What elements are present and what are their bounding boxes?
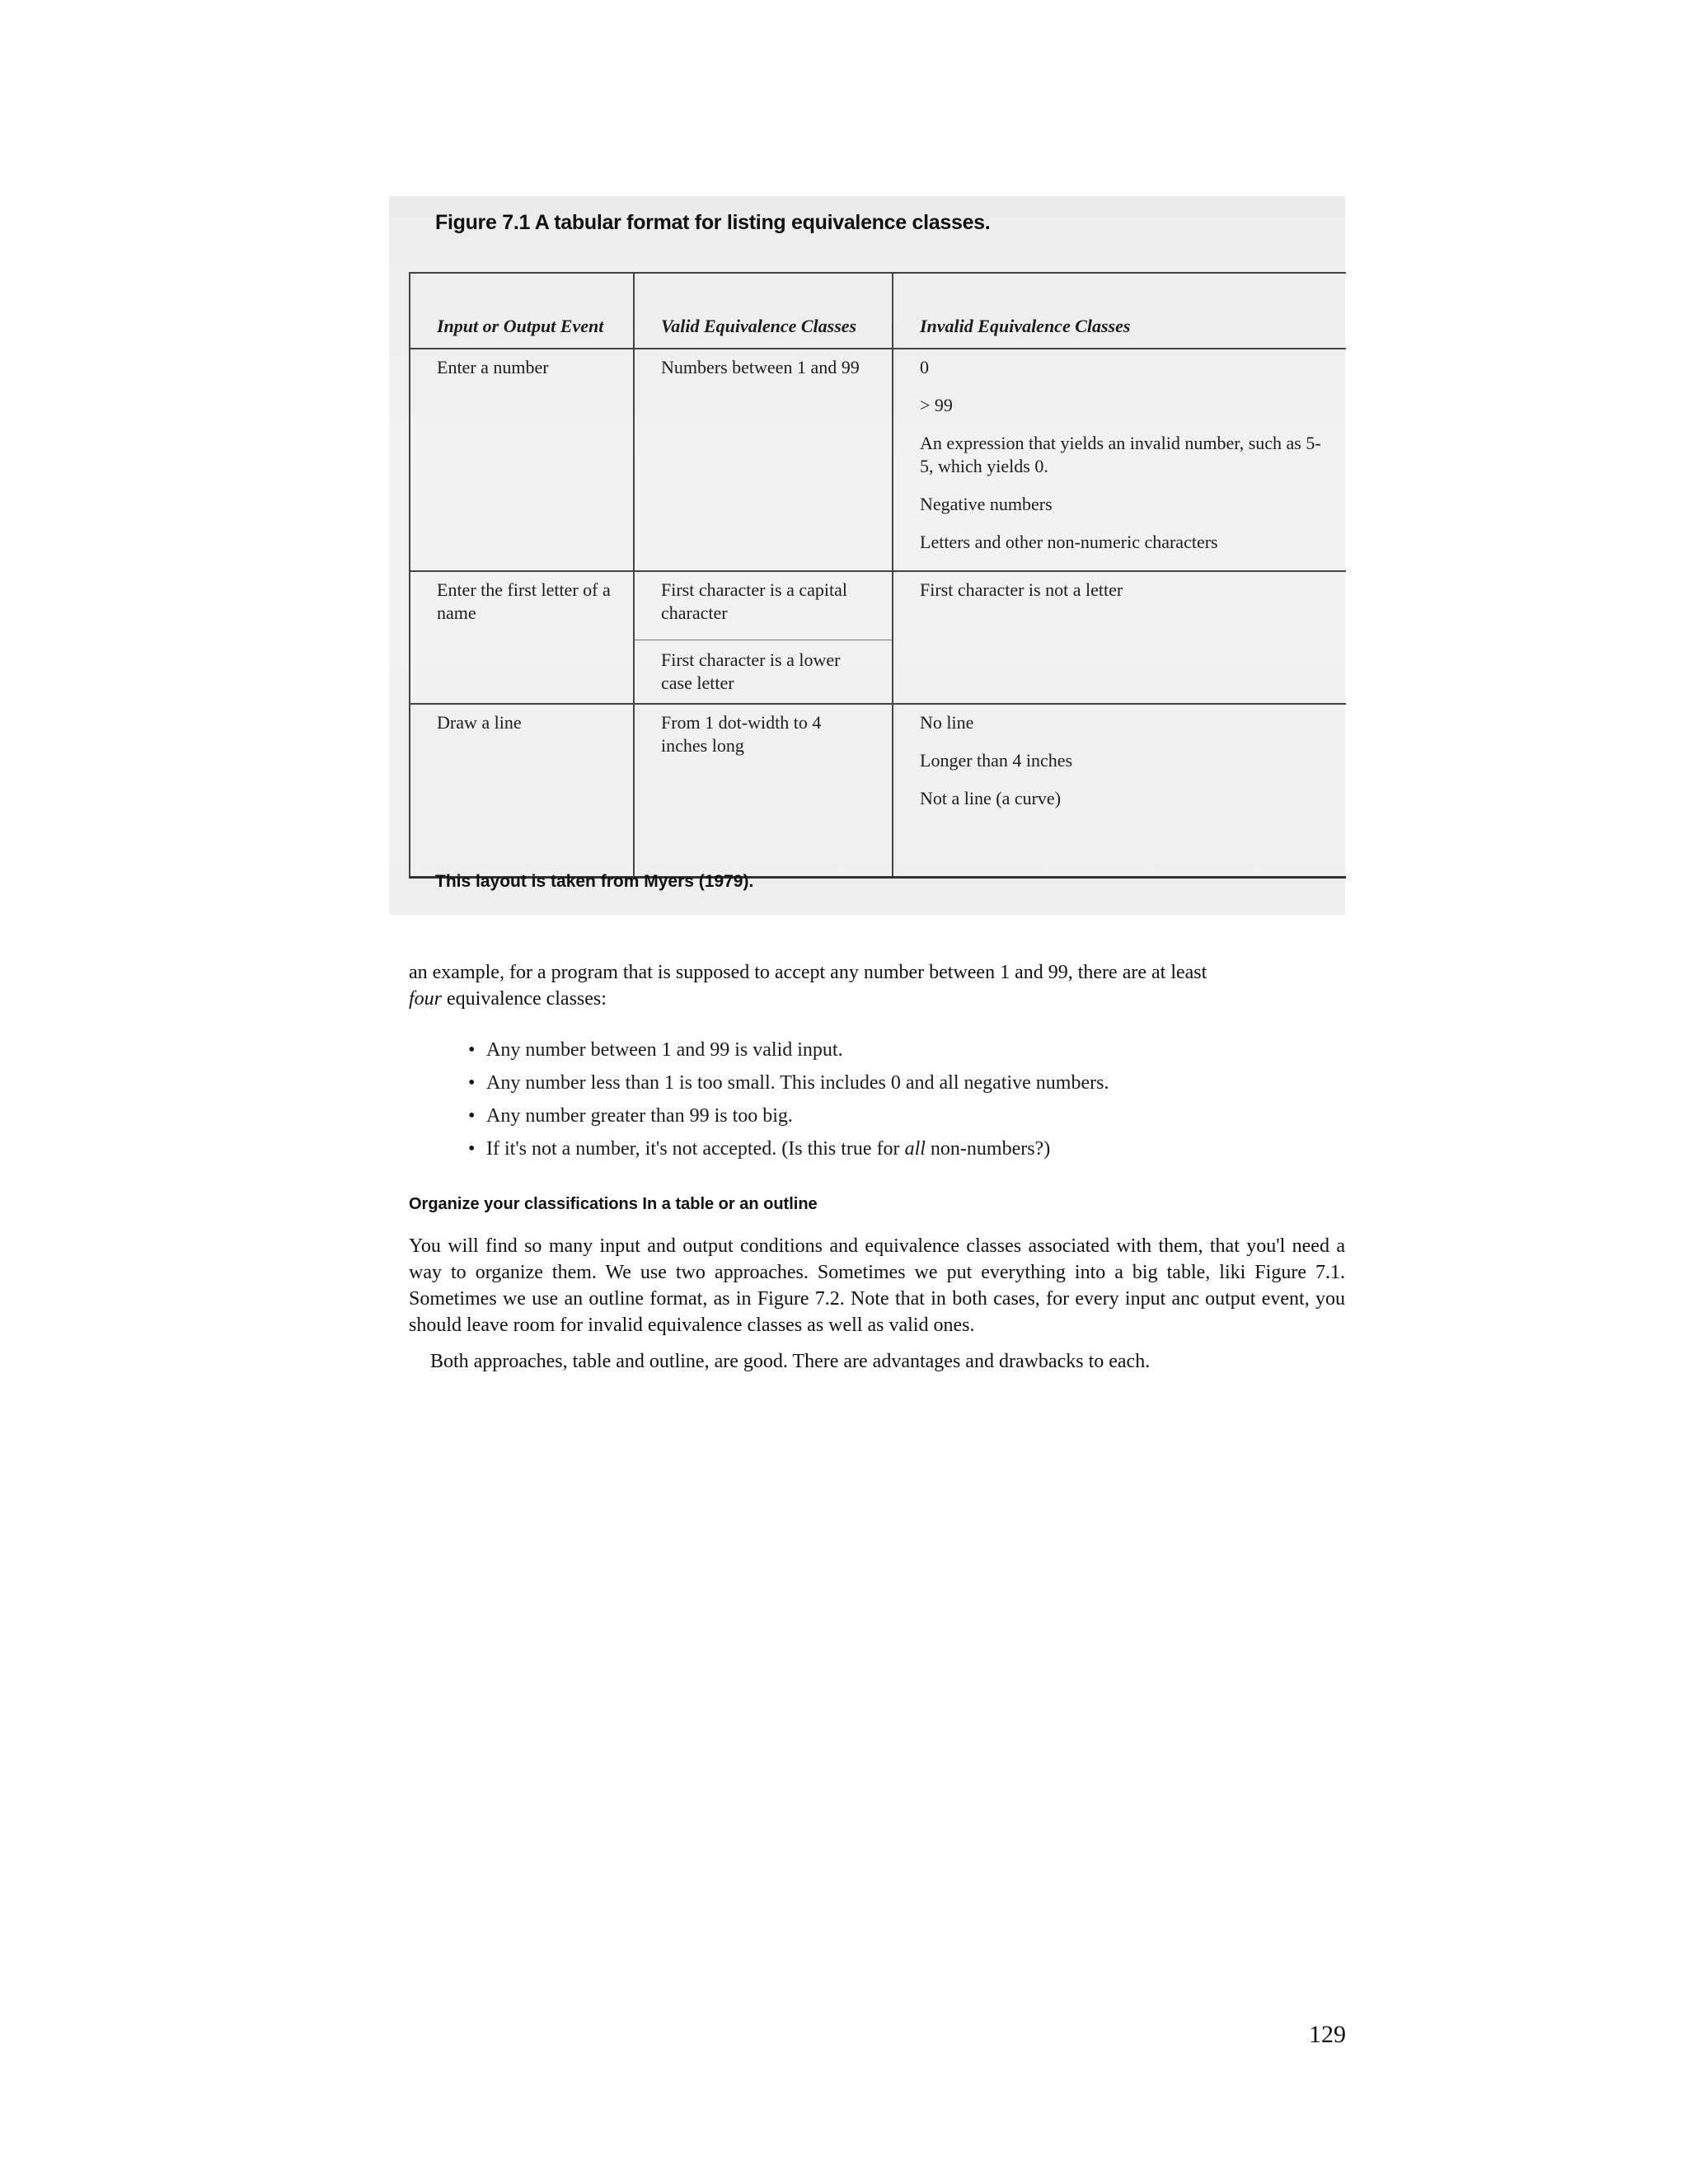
equivalence-classes-table	[409, 272, 1346, 879]
event-cell	[410, 571, 634, 704]
list-item: • Any number greater than 99 is too big.	[468, 1099, 1109, 1132]
invalid-entry: Longer than 4 inches	[920, 750, 1073, 771]
valid-entry: From 1 dot-width to 4 inches long	[661, 712, 822, 756]
equivalence-class-list	[468, 1033, 1109, 1165]
event-cell	[410, 349, 634, 571]
invalid-entry: Not a line (a curve)	[920, 788, 1062, 808]
list-item: • If it's not a number, it's not accepted. (Is this true for all non-numbers?)	[468, 1132, 1109, 1165]
header-event: Input or Output Event	[410, 273, 634, 349]
valid-cell	[634, 704, 893, 878]
header-invalid: Invalid Equivalence Classes	[893, 273, 1346, 349]
table-row	[410, 704, 1346, 878]
valid-cell	[634, 349, 893, 571]
invalid-entry: Negative numbers	[920, 494, 1053, 514]
invalid-cell	[893, 571, 1346, 704]
table-row	[410, 349, 1346, 571]
body-paragraph: You will find so many input and output conditions and equivalence classes associated with them, that you'l need a way to organize them. We use two approaches. Sometimes we put everything into a big table, liki Figure 7.1. Sometimes we use an outline format, as in Figure 7.2. Note that in both cases, for every input anc output event, you should leave room for invalid equivalence classes as well as valid ones.	[409, 1235, 1345, 1336]
invalid-cell	[893, 349, 1346, 571]
figure-source-note: This layout is taken from Myers (1979).	[435, 872, 754, 891]
page-number: 129	[1309, 2021, 1346, 2048]
table-row	[410, 571, 1346, 704]
invalid-entry: First character is not a letter	[920, 579, 1123, 600]
list-item: • Any number less than 1 is too small. This includes 0 and all negative numbers.	[468, 1066, 1109, 1099]
invalid-cell	[893, 704, 1346, 878]
valid-cell	[634, 571, 893, 704]
body-paragraph: Both approaches, table and outline, are good. There are advantages and drawbacks to each.	[430, 1351, 1151, 1372]
invalid-entry: 0	[920, 357, 929, 377]
invalid-entry: No line	[920, 712, 974, 733]
invalid-entry: Letters and other non-numeric characters	[920, 532, 1218, 552]
valid-entry: First character is a capital character	[661, 579, 848, 623]
valid-entry: Numbers between 1 and 99	[661, 357, 860, 377]
section-heading: Organize your classifications In a table or an outline	[409, 1195, 818, 1213]
figure-caption: Figure 7.1 A tabular format for listing equivalence classes.	[435, 211, 991, 234]
intro-paragraph: an example, for a program that is supposed to accept any number between 1 and 99, there are at least four equivalence classes:	[409, 962, 1207, 1010]
table-header-row	[410, 273, 1346, 349]
invalid-entry: An expression that yields an invalid number, such as 5-5, which yields 0.	[920, 433, 1321, 476]
invalid-entry: > 99	[920, 395, 953, 415]
header-valid: Valid Equivalence Classes	[634, 273, 893, 349]
event-text: Enter a number	[437, 357, 549, 377]
event-cell	[410, 704, 634, 878]
list-item: • Any number between 1 and 99 is valid input.	[468, 1033, 1109, 1066]
event-text: Enter the first letter of a name	[437, 579, 611, 623]
event-text: Draw a line	[437, 712, 522, 733]
figure-7-1	[389, 196, 1345, 915]
valid-entry: First character is a lower case letter	[635, 640, 892, 695]
